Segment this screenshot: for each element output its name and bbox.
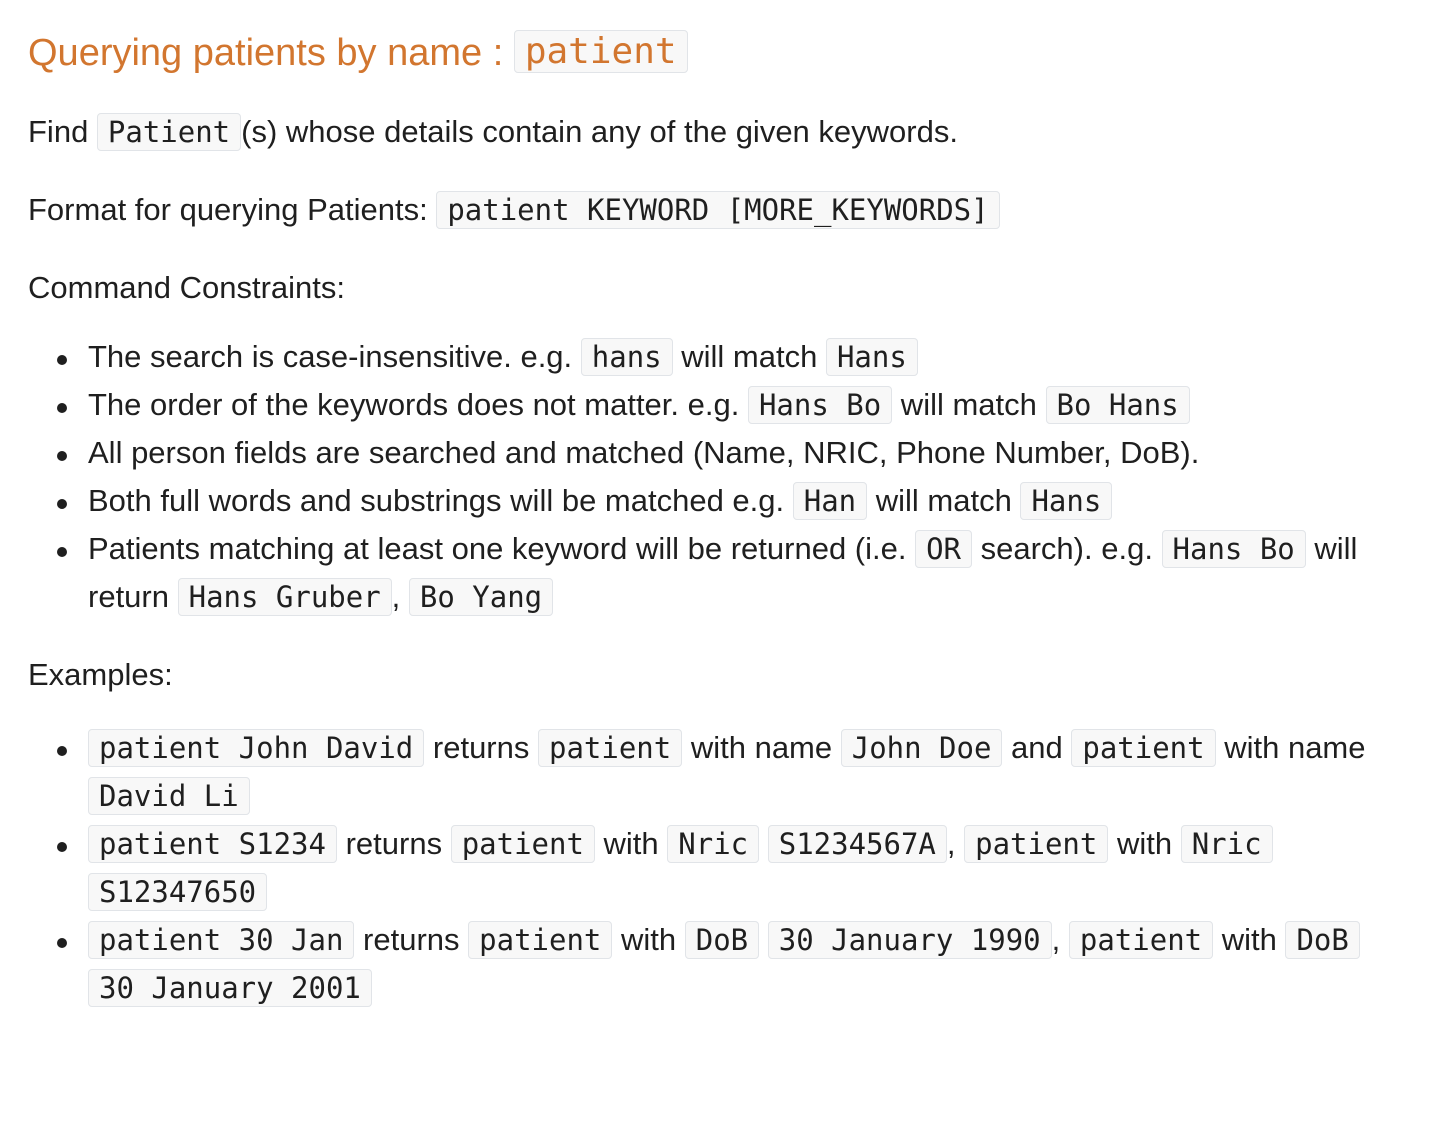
item-text: search). e.g. [972,531,1162,566]
inline-code: S12347650 [88,873,267,911]
inline-code: S1234567A [768,825,947,863]
list-item [88,820,1420,916]
intro-paragraph [28,108,1420,156]
list-item [88,724,1420,820]
item-text: will match [892,387,1046,422]
inline-code: patient [451,825,595,863]
list-item [88,333,1420,381]
heading-code: patient [514,30,688,73]
item-text: , [1051,922,1069,957]
list-item [88,477,1420,525]
item-text: will match [867,483,1021,518]
format-code: patient KEYWORD [MORE_KEYWORDS] [436,191,999,229]
inline-code: Nric [667,825,759,863]
inline-code: Hans Bo [1162,530,1306,568]
item-text [759,922,768,957]
item-text: returns [336,826,451,861]
examples-label: Examples: [28,657,173,692]
item-text: will return [88,531,1358,614]
item-text: returns [354,922,469,957]
inline-code: patient [538,729,682,767]
item-text: returns [424,730,538,765]
inline-code: patient S1234 [88,825,337,863]
inline-code: Hans [1020,482,1112,520]
item-text: with [612,922,685,957]
inline-code: patient [1069,921,1213,959]
item-text: All person fields are searched and matched (Name, NRIC, Phone Number, DoB). [88,435,1200,470]
inline-code: DoB [685,921,759,959]
inline-code: Hans Bo [748,386,892,424]
item-text: with name [1215,730,1366,765]
inline-code: OR [915,530,972,568]
inline-code: patient 30 Jan [88,921,354,959]
intro-text: (s) whose details contain any of the given keywords. [241,114,958,149]
inline-code: David Li [88,777,250,815]
inline-code: patient [1071,729,1215,767]
item-text: with name [682,730,841,765]
inline-code: Hans [826,338,918,376]
constraints-list [28,333,1420,621]
item-text: will match [672,339,826,374]
constraints-label: Command Constraints: [28,270,346,305]
inline-code: patient [468,921,612,959]
inline-code: 30 January 2001 [88,969,372,1007]
inline-code: Bo Yang [409,578,553,616]
examples-list [28,724,1420,1012]
list-item [88,525,1420,621]
inline-code: patient John David [88,729,424,767]
inline-code: Hans Gruber [178,578,392,616]
inline-code: DoB [1285,921,1359,959]
inline-code: 30 January 1990 [768,921,1052,959]
item-text: with [1213,922,1286,957]
format-label: Format for querying Patients: [28,192,437,227]
item-text: Both full words and substrings will be matched e.g. [88,483,793,518]
item-text: with [1108,826,1181,861]
item-text: Patients matching at least one keyword will be returned (i.e. [88,531,916,566]
item-text: The search is case-insensitive. e.g. [88,339,581,374]
inline-code: Bo Hans [1046,386,1190,424]
section-heading [28,26,1420,78]
item-text [759,826,768,861]
inline-code: John Doe [841,729,1003,767]
inline-code: Patient [97,113,241,151]
item-text: and [1002,730,1072,765]
list-item [88,381,1420,429]
inline-code: patient [964,825,1108,863]
item-text: with [594,826,668,861]
format-paragraph [28,186,1420,234]
inline-code: Han [793,482,867,520]
item-text: , [946,826,965,861]
list-item [88,429,1420,477]
item-text: , [391,579,409,614]
intro-text: Find [28,114,97,149]
heading-text: Querying patients by name : [28,32,514,74]
inline-code: hans [581,338,673,376]
inline-code: Nric [1181,825,1273,863]
item-text: The order of the keywords does not matter. e.g. [88,387,748,422]
list-item [88,916,1420,1012]
